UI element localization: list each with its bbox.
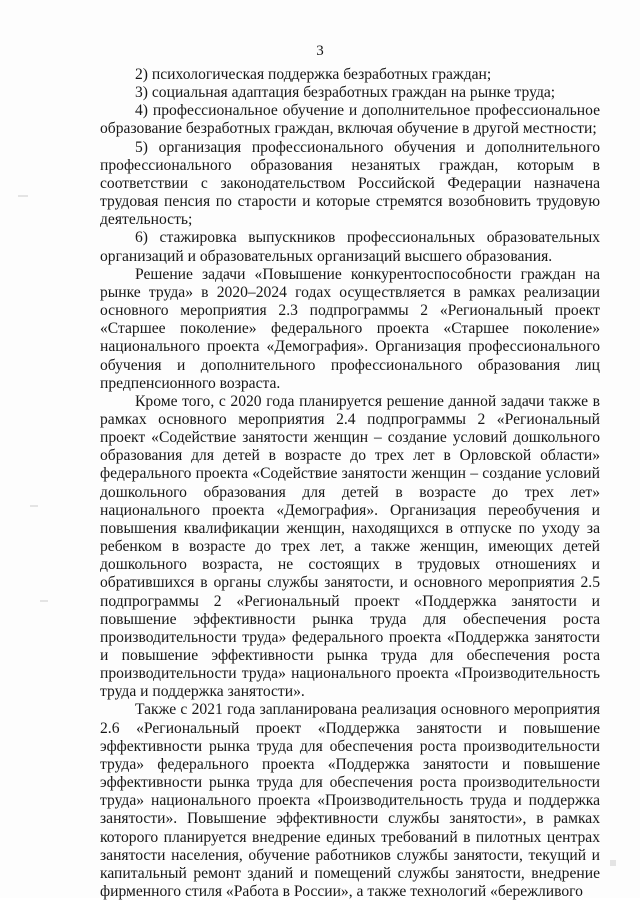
scan-artifact [40, 600, 48, 602]
list-item: 5) организация профессионального обучения и дополнительного профессионального образования незанятых граждан, которым в соответствии с законодательством Российской Федерации назначена трудовая пенсия по старости и которые стремятся возобновить трудовую деятельность; [100, 138, 600, 229]
list-item: 4) профессиональное обучение и дополнительное профессиональное образование безработных граждан, включая обучение в другой местности; [100, 102, 600, 138]
scan-artifact [30, 505, 38, 507]
body-paragraph: Решение задачи «Повышение конкурентоспособности граждан на рынке труда» в 2020–2024 годах осуществляется в рамках реализации основного мероприятия 2.3 подпрограммы 2 «Региональный проект «Старшее поколение» федерального проекта «Старшее поколение» национального проекта «Демография». Организация профессионального обучения и дополнительного профессионального образования лиц предпенсионного возраста. [100, 265, 600, 392]
document-body [100, 66, 600, 901]
list-item: 2) психологическая поддержка безработных граждан; [135, 66, 492, 83]
list-item: 3) социальная адаптация безработных граждан на рынке труда; [135, 84, 556, 102]
page-number: 3 [316, 43, 324, 59]
list-item: 6) стажировка выпускников профессиональных образовательных организаций и образовательных организаций высшего образования. [100, 229, 600, 265]
scan-artifact [18, 195, 28, 197]
body-paragraph: Кроме того, с 2020 года планируется решение данной задачи также в рамках основного мероприятия 2.4 подпрограммы 2 «Региональный проект «Содействие занятости женщин – создание условий дошкольного образования для детей в возрасте до трех лет в Орловской области» федерального проекта «Содействие занятости женщин – создание условий дошкольного образования для детей в возрасте до трех лет» национального проекта «Демография». Организация переобучения и повышения квалификации женщин, находящихся в отпуске по уходу за ребенком в возрасте до трех лет, а также женщин, имеющих детей дошкольного возраста, не состоящих в трудовых отношениях и обратившихся в органы службы занятости, и основного мероприятия 2.5 подпрограммы 2 «Региональный проект «Поддержка занятости и повышение эффективности рынка труда для обеспечения роста производительности труда» федерального проекта «Поддержка занятости и повышение эффективности рынка труда для обеспечения роста производительности труда» национального проекта «Производительность труда и поддержка занятости». [100, 392, 600, 701]
scan-artifact [610, 860, 616, 866]
body-paragraph: Также с 2021 года запланирована реализация основного мероприятия 2.6 «Региональный проект «Поддержка занятости и повышение эффективности рынка труда для обеспечения роста производительности труда» федерального проекта «Поддержка занятости и повышение эффективности рынка труда для обеспечения роста производительности труда» национального проекта «Производительность труда и поддержка занятости». Повышение эффективности службы занятости», в рамках которого планируется внедрение единых требований в пилотных центрах занятости населения, обучение работников службы занятости, текущий и капитальный ремонт зданий и помещений службы занятости, внедрение фирменного стиля «Работа в России», а также технологий «бережливого [100, 701, 600, 901]
